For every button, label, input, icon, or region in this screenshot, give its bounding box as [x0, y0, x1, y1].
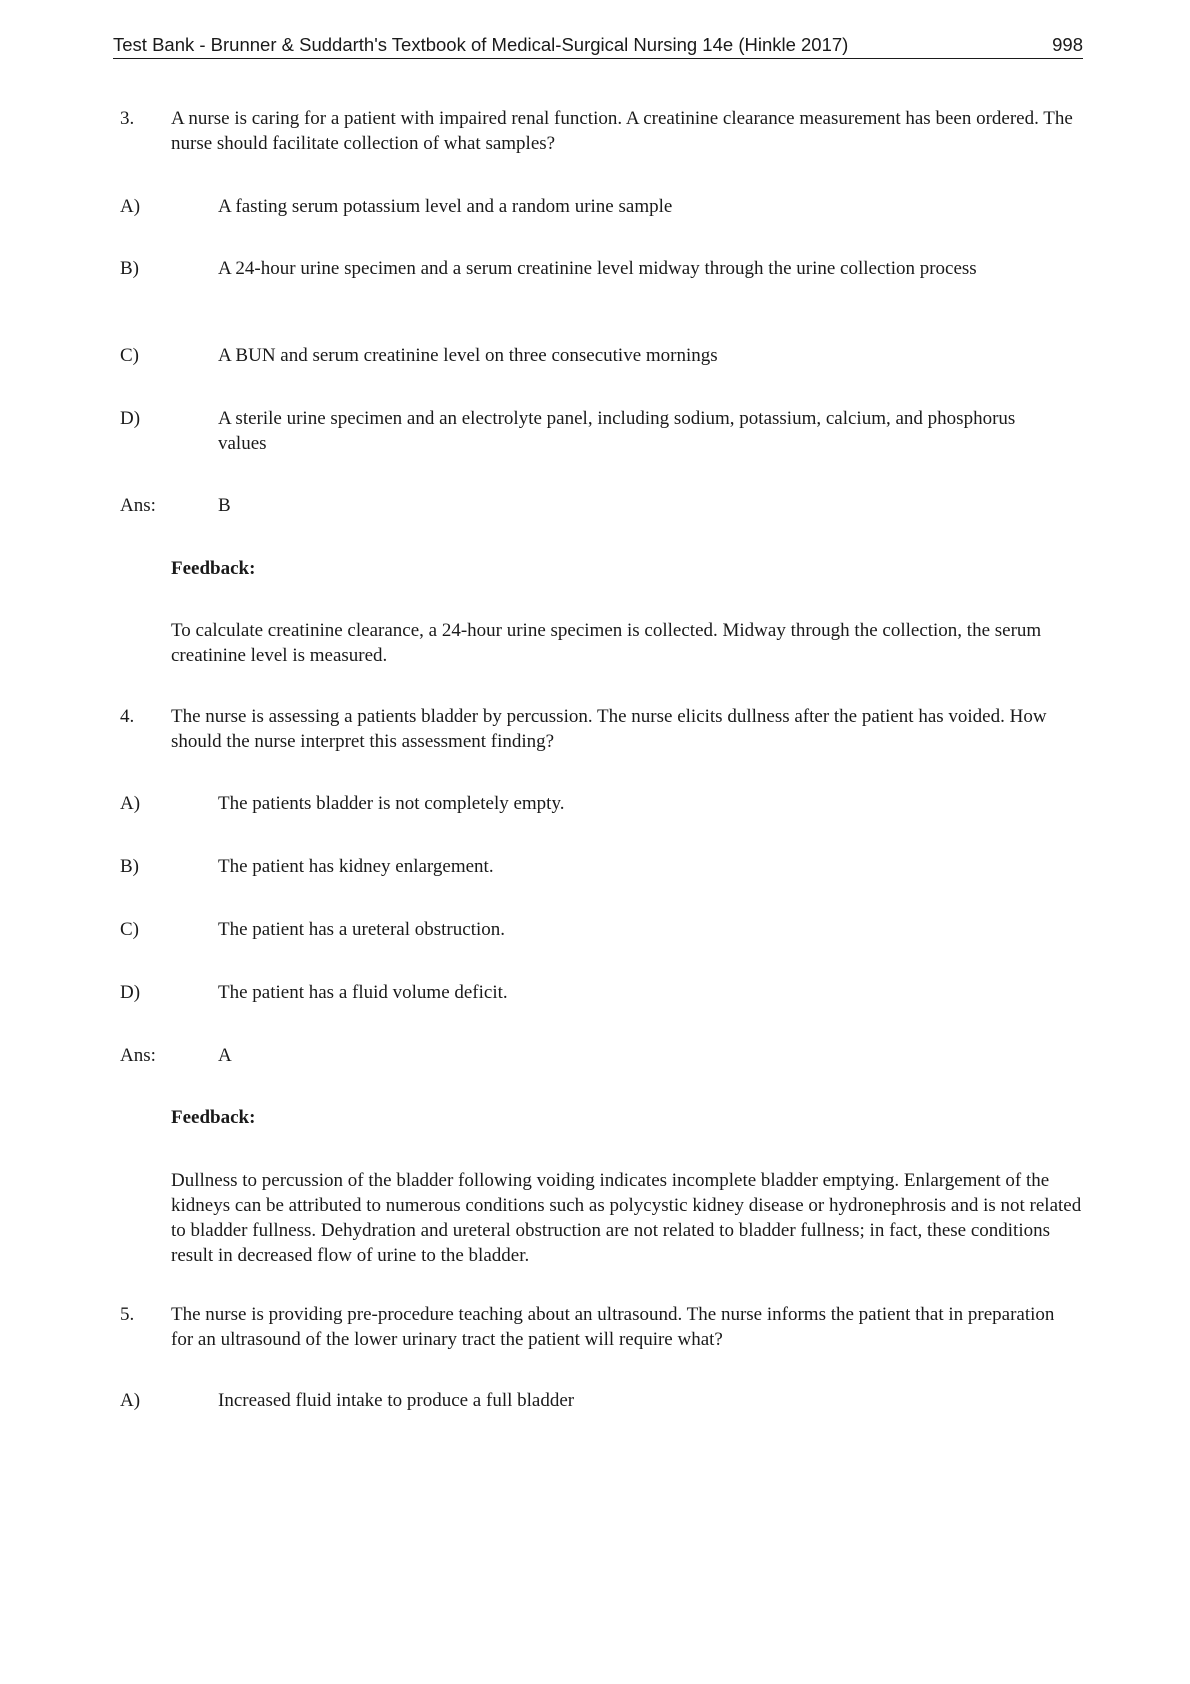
- option-text: The patient has kidney enlargement.: [218, 856, 494, 877]
- question-number: 5.: [120, 1304, 135, 1325]
- feedback-text: Dullness to percussion of the bladder following voiding indicates incomplete bladder emptying. Enlargement of the kidneys can be attributed to numerous conditions such as polycystic kidney disease or hydronephrosis and is not related to bladder fullness. Dehydration and ureteral obstruction are not related to bladder fullness; in fact, these conditions result in decreased flow of urine to the bladder.: [171, 1170, 1082, 1266]
- question-stem: The nurse is providing pre-procedure teaching about an ultrasound. The nurse informs the patient that in preparation for an ultrasound of the lower urinary tract the patient will require what?: [171, 1304, 1055, 1350]
- option-label: A): [120, 1390, 141, 1411]
- option-label: A): [120, 793, 141, 814]
- option-label: D): [120, 408, 141, 429]
- header-title: Test Bank - Brunner & Suddarth's Textbook of Medical-Surgical Nursing 14e (Hinkle 2017): [113, 34, 849, 55]
- option-label: C): [120, 919, 139, 940]
- question-stem: The nurse is assessing a patients bladder by percussion. The nurse elicits dullness after the patient has voided. How should the nurse interpret this assessment finding?: [171, 706, 1047, 752]
- question-number: 4.: [120, 706, 135, 727]
- answer-value: A: [218, 1045, 232, 1066]
- option-text: The patient has a ureteral obstruction.: [218, 919, 506, 940]
- question-number: 3.: [120, 108, 135, 129]
- option-label: A): [120, 196, 141, 217]
- page-header: [113, 34, 1083, 59]
- answer-value: B: [218, 495, 231, 516]
- option-text: A 24-hour urine specimen and a serum creatinine level midway through the urine collection process: [218, 258, 977, 279]
- option-text: Increased fluid intake to produce a full bladder: [218, 1390, 575, 1411]
- option-text: A sterile urine specimen and an electrolyte panel, including sodium, potassium, calcium, and phosphorus values: [218, 408, 1016, 454]
- page-number: 998: [1052, 34, 1083, 55]
- feedback-heading: Feedback:: [171, 558, 256, 579]
- question-stem: A nurse is caring for a patient with impaired renal function. A creatinine clearance measurement has been ordered. The nurse should facilitate collection of what samples?: [171, 108, 1073, 154]
- feedback-text: To calculate creatinine clearance, a 24-hour urine specimen is collected. Midway through the collection, the serum creatinine level is measured.: [171, 620, 1042, 666]
- feedback-heading: Feedback:: [171, 1107, 256, 1128]
- option-label: B): [120, 258, 139, 279]
- option-text: The patients bladder is not completely empty.: [218, 793, 565, 814]
- option-text: A fasting serum potassium level and a random urine sample: [218, 196, 673, 217]
- option-label: C): [120, 345, 139, 366]
- answer-label: Ans:: [120, 1045, 156, 1066]
- option-label: B): [120, 856, 139, 877]
- option-text: A BUN and serum creatinine level on three consecutive mornings: [218, 345, 718, 366]
- option-text: The patient has a fluid volume deficit.: [218, 982, 508, 1003]
- option-label: D): [120, 982, 141, 1003]
- answer-label: Ans:: [120, 495, 156, 516]
